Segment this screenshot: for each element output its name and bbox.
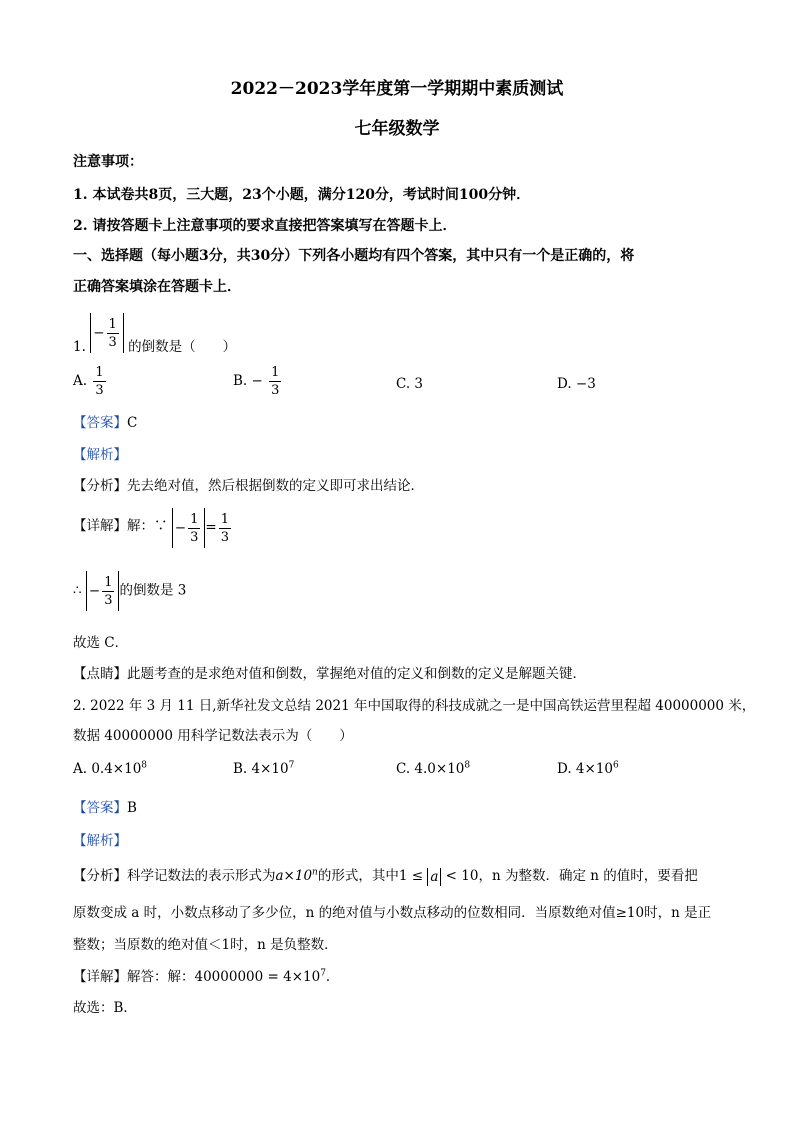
solution-end: ．	[325, 969, 340, 985]
question-2-stem-line2: 数据 40000000 用科学记数法表示为（ ）	[73, 728, 353, 744]
fraction-denominator: 3	[104, 592, 113, 608]
analysis-text: ，n 为整数．确定 n 的值时，要看把	[478, 868, 698, 884]
fraction-numerator: 1	[104, 574, 113, 590]
formula	[276, 868, 318, 884]
analysis-line-1	[73, 864, 698, 886]
question-number: 1.	[73, 338, 86, 355]
therefore-line	[73, 571, 186, 611]
analysis-text: 的形式，其中	[317, 868, 399, 884]
variable: a	[430, 868, 439, 885]
answer-line	[73, 411, 137, 431]
solution-tag: 【详解】	[73, 517, 127, 534]
solution-line	[73, 508, 233, 548]
inequality-right: < 10	[441, 868, 479, 884]
option-label: B.	[233, 373, 248, 389]
therefore-text: 的倒数是 3	[119, 582, 187, 599]
fraction	[107, 318, 119, 349]
exponent: 7	[288, 760, 295, 771]
fraction	[102, 576, 114, 607]
exponent: 7	[320, 968, 326, 979]
analysis-tag: 【分析】	[73, 868, 127, 884]
solution-text: 解答：解：40000000 = 4×10	[127, 969, 321, 985]
section-heading-line2: 正确答案填涂在答题卡上．	[73, 279, 241, 295]
option-c	[396, 761, 470, 777]
inequality-left: 1 ≤	[398, 868, 428, 884]
comment-line	[73, 662, 586, 682]
option-d: D. −3	[557, 376, 596, 392]
analysis-line	[73, 474, 424, 494]
answer-line	[73, 796, 137, 816]
analysis-heading: 【解析】	[73, 447, 127, 463]
choice-line: 故选 C．	[73, 635, 129, 651]
exponent: n	[312, 867, 318, 878]
fraction-numerator: 1	[271, 365, 280, 380]
formula-text: a×10	[275, 868, 313, 884]
answer-tag: 【答案】	[73, 800, 127, 816]
analysis-text: 科学记数法的表示形式为	[127, 868, 276, 884]
minus-sign: −	[174, 520, 187, 536]
solution-tag: 【详解】	[73, 969, 127, 985]
analysis-text: 先去绝对值，然后根据倒数的定义即可求出结论．	[127, 478, 424, 494]
absolute-value-expression	[86, 571, 120, 611]
solution-line	[73, 965, 339, 985]
minus-sign: −	[93, 325, 105, 341]
option-c: C. 3	[396, 376, 424, 392]
option-b	[233, 761, 294, 777]
exponent: 8	[141, 760, 148, 771]
notice-item-2: 2. 请按答题卡上注意事项的要求直接把答案填写在答题卡上．	[73, 218, 457, 234]
fraction	[219, 513, 231, 544]
choice-line: 故选：B．	[73, 1000, 137, 1016]
fraction-denominator: 3	[271, 383, 280, 398]
question-2-stem-line1: 2. 2022 年 3 月 11 日,新华社发文总结 2021 年中国取得的科技成就之一是中国高铁运营里程超 40000000 米，	[73, 698, 756, 714]
minus-sign: −	[251, 373, 263, 389]
fraction-denominator: 3	[190, 529, 199, 545]
option-text: D. 4×10	[557, 761, 614, 777]
fraction-denominator: 3	[108, 334, 117, 350]
absolute-value-expression	[172, 508, 206, 548]
notice-heading: 注意事项：	[73, 154, 143, 170]
answer-value: B	[127, 800, 137, 816]
answer-tag: 【答案】	[73, 415, 127, 431]
answer-value: C	[127, 415, 138, 431]
absolute-value-expression	[90, 313, 124, 353]
fraction-denominator: 3	[95, 383, 104, 398]
therefore-symbol: ∴	[73, 582, 82, 599]
option-text: B. 4×10	[233, 761, 289, 777]
analysis-heading: 【解析】	[73, 833, 127, 849]
option-text: C. 4.0×10	[396, 761, 465, 777]
fraction	[93, 366, 105, 397]
section-heading-line1: 一、选择题（每小题3分，共30分）下列各小题均有四个答案，其中只有一个是正确的，将	[73, 248, 635, 264]
fraction-numerator: 1	[95, 365, 104, 380]
option-d	[557, 761, 619, 777]
analysis-tag: 【分析】	[73, 478, 127, 494]
equals-sign: =	[205, 519, 217, 536]
question-stem-text: 的倒数是（ ）	[128, 338, 237, 355]
exponent: 8	[464, 760, 471, 771]
absolute-value-expression	[427, 868, 441, 886]
solution-prefix: 解：∵	[127, 517, 168, 534]
comment-tag: 【点睛】	[73, 666, 127, 682]
fraction-denominator: 3	[220, 529, 229, 545]
fraction-numerator: 1	[108, 316, 117, 332]
notice-item-1: 1. 本试卷共8页，三大题，23个小题，满分120分，考试时间100分钟．	[73, 187, 531, 203]
page-title: 2022－2023学年度第一学期期中素质测试	[230, 79, 564, 99]
option-b	[233, 366, 283, 397]
option-label: A.	[73, 373, 88, 389]
analysis-line-3: 整数；当原数的绝对值＜1时，n 是负整数．	[73, 937, 338, 953]
fraction-numerator: 1	[190, 511, 199, 527]
page-subtitle: 七年级数学	[354, 119, 440, 139]
analysis-line-2: 原数变成 a 时，小数点移动了多少位，n 的绝对值与小数点移动的位数相同．当原数绝对值≥10时，n 是正	[73, 905, 712, 921]
option-a	[73, 761, 147, 777]
fraction-numerator: 1	[220, 511, 229, 527]
comment-text: 此题考查的是求绝对值和倒数，掌握绝对值的定义和倒数的定义是解题关键．	[127, 666, 586, 682]
question-1-stem	[73, 313, 236, 353]
option-text: A. 0.4×10	[73, 761, 142, 777]
fraction	[188, 513, 200, 544]
minus-sign: −	[88, 583, 101, 599]
option-a	[73, 366, 108, 397]
exponent: 6	[613, 760, 619, 771]
fraction	[269, 366, 281, 397]
